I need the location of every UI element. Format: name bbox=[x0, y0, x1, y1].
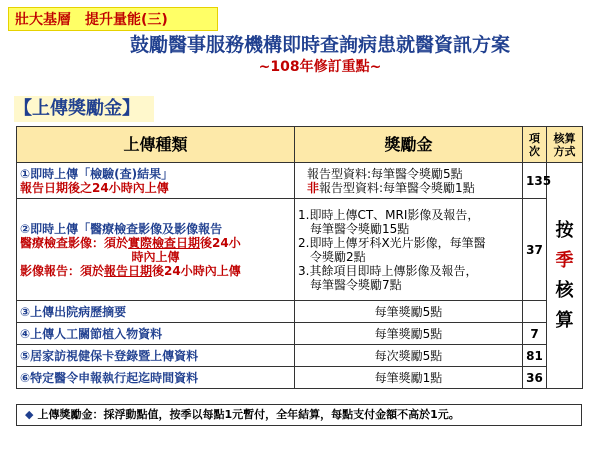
header-method: 核算方式 bbox=[547, 127, 583, 163]
method-char-3: 核 bbox=[555, 279, 574, 301]
footnote-text: 上傳獎勵金：採浮動點值，按季以每點1元暫付，全年結算，每點支付金額不高於1元。 bbox=[37, 408, 460, 421]
table-row bbox=[17, 163, 583, 199]
row2-reward-item: 1.即時上傳CT、MRI影像及報告， bbox=[298, 207, 480, 222]
row5-type: ⑤居家訪視健保卡登錄暨上傳資料 bbox=[17, 345, 295, 367]
row1-reward-line1: 報告型資料:每筆醫令獎勵5點 bbox=[307, 166, 463, 181]
page-subtitle: ~108年修訂重點~ bbox=[258, 59, 382, 75]
row2-reward-item: 3.其餘項目即時上傳影像及報告， bbox=[298, 263, 478, 278]
row4-reward: 每筆獎勵5點 bbox=[295, 323, 523, 345]
reward-table bbox=[16, 126, 583, 389]
method-char-1: 按 bbox=[555, 219, 574, 241]
row2-reward-item: 令獎勵2點 bbox=[310, 249, 366, 264]
row1-reward-line2: 非報告型資料:每筆醫令獎勵1點 bbox=[307, 180, 475, 195]
row5-count: 81 bbox=[523, 345, 547, 367]
method-char-2: 季 bbox=[555, 249, 574, 271]
row3-type: ③上傳出院病歷摘要 bbox=[17, 301, 295, 323]
table-header-row bbox=[17, 127, 583, 163]
row1-type-main: ①即時上傳「檢驗(查)結果」 bbox=[20, 166, 174, 181]
row2-type-main: ②即時上傳「醫療檢查影像及影像報告 bbox=[20, 221, 223, 236]
table-row bbox=[17, 345, 583, 367]
row3-reward: 每筆獎勵5點 bbox=[295, 301, 523, 323]
method-char-4: 算 bbox=[555, 309, 574, 331]
table-row bbox=[17, 199, 583, 301]
row1-type bbox=[17, 163, 295, 199]
row1-count: 135 bbox=[523, 163, 547, 199]
row6-type: ⑥特定醫令申報執行起迄時間資料 bbox=[17, 367, 295, 389]
row5-reward: 每次獎勵5點 bbox=[295, 345, 523, 367]
row1-reward bbox=[295, 163, 523, 199]
header-type: 上傳種類 bbox=[17, 127, 295, 163]
row2-type-sub2: 影像報告：須於報告日期後24小時內上傳 bbox=[20, 263, 241, 278]
row2-type bbox=[17, 199, 295, 301]
row3-count bbox=[523, 301, 547, 323]
page-title: 鼓勵醫事服務機構即時查詢病患就醫資訊方案 bbox=[129, 34, 510, 56]
footnote bbox=[16, 404, 582, 426]
row1-type-sub: 報告日期後之24小時內上傳 bbox=[20, 180, 169, 195]
header-count: 項次 bbox=[523, 127, 547, 163]
table-row bbox=[17, 323, 583, 345]
table-row bbox=[17, 301, 583, 323]
table-row bbox=[17, 367, 583, 389]
row6-reward: 每筆獎勵1點 bbox=[295, 367, 523, 389]
row4-count: 7 bbox=[523, 323, 547, 345]
header-reward: 獎勵金 bbox=[295, 127, 523, 163]
program-badge: 壯大基層 提升量能(三) bbox=[8, 7, 218, 31]
method-cell bbox=[547, 163, 583, 389]
row6-count: 36 bbox=[523, 367, 547, 389]
section-heading: 【上傳獎勵金】 bbox=[14, 96, 154, 122]
row2-type-sub1-cont: 時內上傳 bbox=[131, 249, 180, 264]
row2-type-sub1: 醫療檢查影像：須於實際檢查日期後24小 bbox=[20, 235, 241, 250]
row2-reward-item: 2.即時上傳牙科X光片影像，每筆醫 bbox=[298, 235, 486, 250]
row2-reward-item: 每筆醫令獎勵7點 bbox=[310, 277, 402, 292]
row4-type: ④上傳人工關節植入物資料 bbox=[17, 323, 295, 345]
row2-reward bbox=[295, 199, 523, 301]
row2-count: 37 bbox=[523, 199, 547, 301]
diamond-bullet-icon: ◆ bbox=[25, 408, 34, 421]
row2-reward-item: 每筆醫令獎勵15點 bbox=[310, 221, 410, 236]
